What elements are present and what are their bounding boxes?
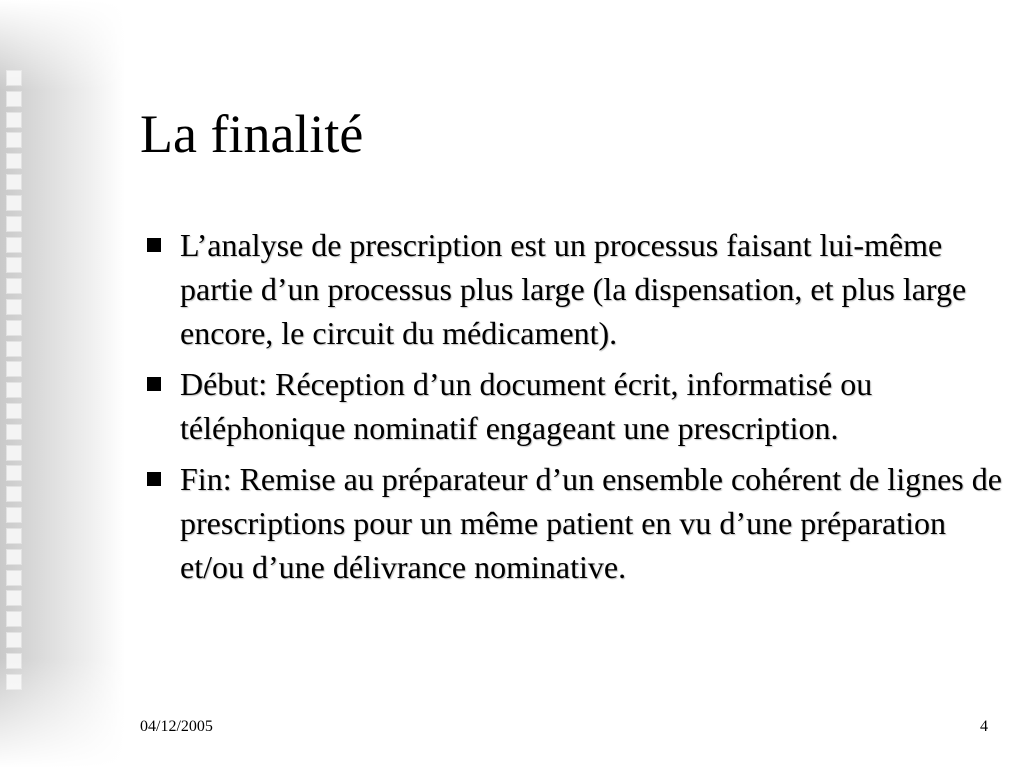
square-pattern [6, 70, 28, 690]
bullet-text: Début: Réception d’un document écrit, informatisé ou téléphonique nominatif engageant une prescription. [180, 366, 873, 446]
bullet-item-2 [140, 362, 1010, 450]
footer-date: 04/12/2005 [140, 718, 213, 735]
square-bullet-icon [147, 472, 161, 486]
page-number: 4 [980, 718, 988, 735]
square-bullet-icon [147, 377, 161, 391]
bullet-list [140, 223, 1010, 596]
side-decoration [0, 0, 125, 768]
bullet-text: L’analyse de prescription est un processus faisant lui-même partie d’un processus plus large (la dispensation, et plus large encore, le circuit du médicament). [180, 227, 967, 351]
slide-title: La finalité [140, 104, 364, 164]
bullet-text: Fin: Remise au préparateur d’un ensemble cohérent de lignes de prescriptions pour un même patient en vu d’une préparation et/ou d’une délivrance nominative. [180, 461, 1002, 585]
bullet-item-3 [140, 457, 1010, 589]
square-bullet-icon [147, 238, 161, 252]
bullet-item-1 [140, 223, 1010, 355]
